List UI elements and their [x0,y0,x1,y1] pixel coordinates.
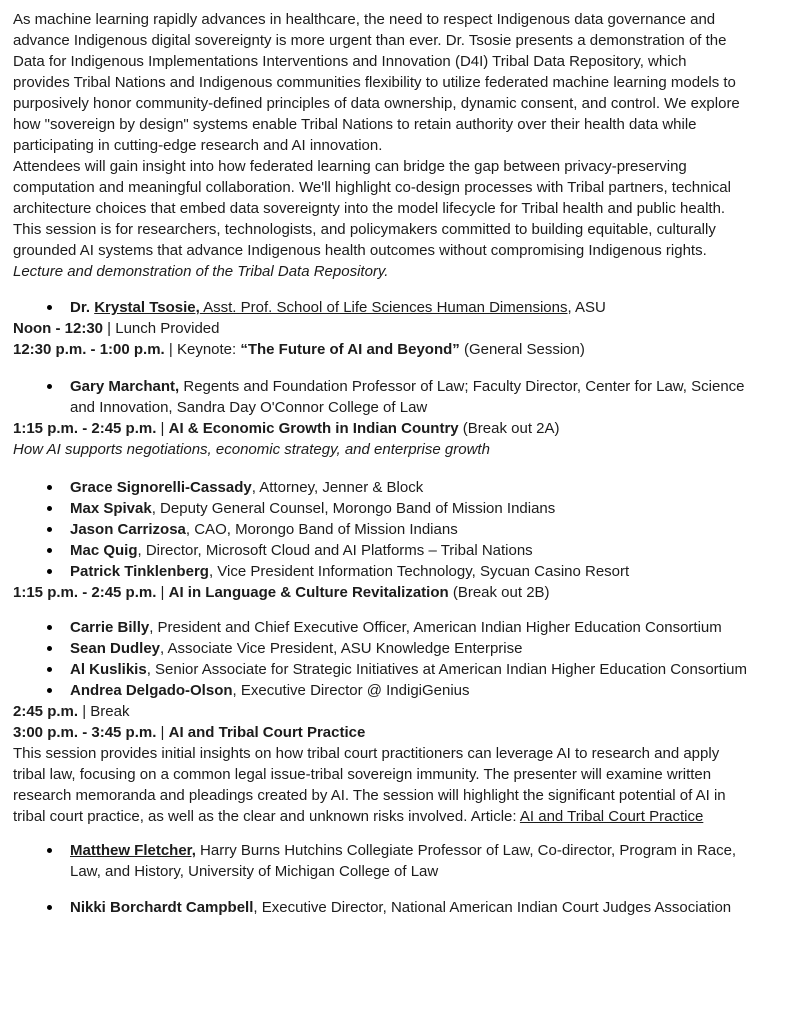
speaker-role: , Vice President Information Technology, Sycuan Casino Resort [208,563,630,580]
breakout-2a-subtitle: How AI supports negotiations, economic strategy, and enterprise growth [13,441,490,458]
speaker-name: Gary Marchant, [70,378,180,395]
session-title: AI & Economic Growth in Indian Country [168,420,459,437]
court-speaker-campbell [13,897,781,918]
speaker-role: , Associate Vice President, ASU Knowledge Enterprise [160,640,523,657]
session-time: 2:45 p.m. [13,703,79,720]
article-link[interactable]: AI and Tribal Court Practice [519,808,704,825]
session-divider: | [156,584,169,601]
paragraph-line: how "sovereign by design" systems enable Tribal Nations to retain authority over their health data while [13,116,697,133]
speaker-name: Max Spivak [70,500,152,517]
break-line [13,701,781,722]
speaker-name: Sean Dudley [70,640,161,657]
speaker-honorific: Dr. [70,299,95,316]
speaker-role: Law, and History, University of Michigan College of Law [70,863,439,880]
breakout-2b-header [13,582,781,603]
session-label: | Break [78,703,130,720]
speaker-role: and Innovation, Sandra Day O'Connor College of Law [70,399,428,416]
speaker-name: Mac Quig [70,542,138,559]
speaker-name: Patrick Tinklenberg [70,563,209,580]
speaker-item [13,561,781,582]
speaker-item [13,617,781,638]
session-divider: | [156,420,169,437]
fletcher-name-link[interactable]: Matthew Fletcher, [70,842,196,859]
paragraph-text: tribal court practice, as well as the clear and unknown risks involved. Article: [13,808,520,825]
session-title: “The Future of AI and Beyond” [240,341,460,358]
keynote-header [13,339,781,360]
tsosie-speaker-list [13,297,781,318]
speaker-name: Grace Signorelli-Cassady [70,479,252,496]
speaker-name: Al Kuslikis [70,661,147,678]
session-suffix: (Break out 2B) [448,584,550,601]
speaker-item [13,477,781,498]
paragraph-line: research memoranda and pleadings created by AI. The session will highlight the significant potential of AI in [13,787,726,804]
breakout-2a-speakers [13,477,781,582]
paragraph-line: Data for Indigenous Implementations Interventions and Innovation (D4I) Tribal Data Repository, which [13,53,687,70]
paragraph-line: As machine learning rapidly advances in healthcare, the need to respect Indigenous data governance and [13,11,716,28]
speaker-item [13,540,781,561]
attendees-paragraph [13,156,781,261]
keynote-speaker-list [13,376,781,418]
speaker-item [13,840,781,882]
speaker-item [13,519,781,540]
session-time: 12:30 p.m. - 1:00 p.m. [13,341,165,358]
paragraph-line: participating in cutting-edge research and AI innovation. [13,137,383,154]
breakout-2b-speakers [13,617,781,701]
session-time: 3:00 p.m. - 3:45 p.m. [13,724,157,741]
speaker-item [13,897,781,918]
speaker-item [13,680,781,701]
speaker-role: , Director, Microsoft Cloud and AI Platforms – Tribal Nations [137,542,533,559]
speaker-item [13,638,781,659]
speaker-role: , Deputy General Counsel, Morongo Band of Mission Indians [151,500,556,517]
speaker-role: , President and Chief Executive Officer, American Indian Higher Education Consortium [149,619,722,636]
speaker-name: Jason Carrizosa [70,521,186,538]
paragraph-line: advance Indigenous digital sovereignty is more urgent than ever. Dr. Tsosie presents a demonstration of the [13,32,727,49]
paragraph-line: computation and meaningful collaboration. We'll highlight co-design processes with Tribal partners, technical [13,179,731,196]
paragraph-line: This session is for researchers, technologists, and policymakers committed to building equitable, culturally [13,221,716,238]
breakout-2a-header [13,418,781,439]
intro-paragraph [13,9,781,156]
session-label: | Lunch Provided [103,320,220,337]
court-session-header [13,722,781,743]
speaker-role: Harry Burns Hutchins Collegiate Professor of Law, Co-director, Program in Race, [195,842,737,859]
paragraph-line: Attendees will gain insight into how federated learning can bridge the gap between privacy-preserving [13,158,687,175]
speaker-item [13,659,781,680]
session-divider: | Keynote: [164,341,241,358]
speaker-item [13,376,781,418]
paragraph-line [13,806,781,827]
paragraph-line: architecture choices that embed data sovereignty into the model lifecycle for Tribal health and public health. [13,200,726,217]
paragraph-line: This session provides initial insights on how tribal court practitioners can leverage AI to research and apply [13,745,720,762]
lunch-line [13,318,781,339]
session-suffix: (Break out 2A) [458,420,560,437]
speaker-role: , Executive Director, National American Indian Court Judges Association [253,899,732,916]
speaker-role: Regents and Foundation Professor of Law; Faculty Director, Center for Law, Science [179,378,745,395]
court-session-description [13,743,781,827]
court-speaker-fletcher [13,840,781,882]
session-time: 1:15 p.m. - 2:45 p.m. [13,584,157,601]
session-divider: | [156,724,169,741]
speaker-name: Nikki Borchardt Campbell [70,899,254,916]
session-title: AI and Tribal Court Practice [168,724,366,741]
speaker-item [13,498,781,519]
speaker-role: , Executive Director @ IndigiGenius [232,682,470,699]
speaker-affiliation: , ASU [567,299,606,316]
session-time: Noon - 12:30 [13,320,104,337]
paragraph-line: purposively honor community-defined principles of data ownership, dynamic consent, and control. We explore [13,95,740,112]
speaker-role: , Senior Associate for Strategic Initiatives at American Indian Higher Education Consortium [146,661,748,678]
speaker-role: , CAO, Morongo Band of Mission Indians [185,521,458,538]
session-time: 1:15 p.m. - 2:45 p.m. [13,420,157,437]
tsosie-name-link[interactable]: Krystal Tsosie, [94,299,200,316]
session-title: AI in Language & Culture Revitalization [168,584,449,601]
speaker-item [13,297,781,318]
tsosie-title-link[interactable]: Asst. Prof. School of Life Sciences Human Dimensions [199,299,568,316]
paragraph-line: grounded AI systems that advance Indigenous health outcomes without compromising Indigenous rights. [13,242,707,259]
speaker-role: , Attorney, Jenner & Block [251,479,424,496]
speaker-name: Carrie Billy [70,619,150,636]
paragraph-line: provides Tribal Nations and Indigenous communities flexibility to utilize federated machine learning models to [13,74,736,91]
paragraph-line: tribal law, focusing on a common legal issue-tribal sovereign immunity. The presenter will examine written [13,766,712,783]
session-suffix: (General Session) [459,341,585,358]
lecture-note: Lecture and demonstration of the Tribal Data Repository. [13,263,389,280]
speaker-name: Andrea Delgado-Olson [70,682,233,699]
